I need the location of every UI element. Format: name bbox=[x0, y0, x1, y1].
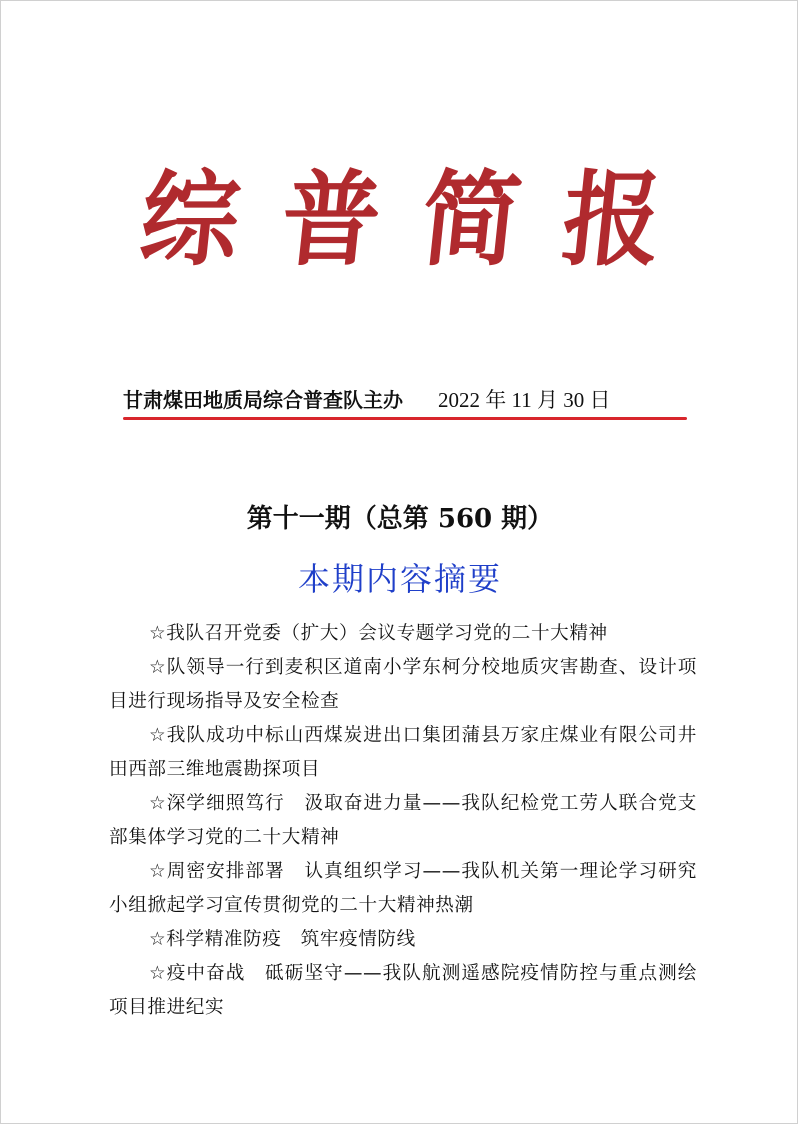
contents-item: ☆深学细照笃行 汲取奋进力量——我队纪检党工劳人联合党支部集体学习党的二十大精神 bbox=[109, 793, 697, 848]
contents-item: ☆科学精准防疫 筑牢疫情防线 bbox=[149, 929, 416, 950]
publisher-line bbox=[123, 384, 683, 414]
contents-item: ☆我队成功中标山西煤炭进出口集团蒲县万家庄煤业有限公司井田西部三维地震勘探项目 bbox=[109, 725, 697, 780]
masthead-char: 普 bbox=[275, 160, 387, 281]
contents-item: ☆周密安排部署 认真组织学习——我队机关第一理论学习研究小组掀起学习宣传贯彻党的二十大精神热潮 bbox=[109, 861, 697, 916]
publish-date: 2022 年 11 月 30 日 bbox=[437, 388, 611, 412]
masthead-char: 综 bbox=[134, 160, 246, 281]
contents-list bbox=[109, 617, 697, 1025]
contents-item: ☆队领导一行到麦积区道南小学东柯分校地质灾害勘查、设计项目进行现场指导及安全检查 bbox=[109, 657, 697, 712]
summary-heading: 本期内容摘要 bbox=[297, 560, 502, 598]
masthead-char: 简 bbox=[416, 160, 527, 281]
red-divider bbox=[123, 417, 687, 420]
masthead-char: 报 bbox=[556, 160, 668, 281]
publisher-org: 甘肃煤田地质局综合普查队主办 bbox=[123, 388, 403, 412]
masthead-title bbox=[134, 160, 668, 281]
issue-number: 第十一期（总第 560 期） bbox=[246, 504, 554, 534]
contents-item: ☆我队召开党委（扩大）会议专题学习党的二十大精神 bbox=[149, 623, 608, 644]
contents-item: ☆疫中奋战 砥砺坚守——我队航测遥感院疫情防控与重点测绘项目推进纪实 bbox=[109, 963, 697, 1018]
